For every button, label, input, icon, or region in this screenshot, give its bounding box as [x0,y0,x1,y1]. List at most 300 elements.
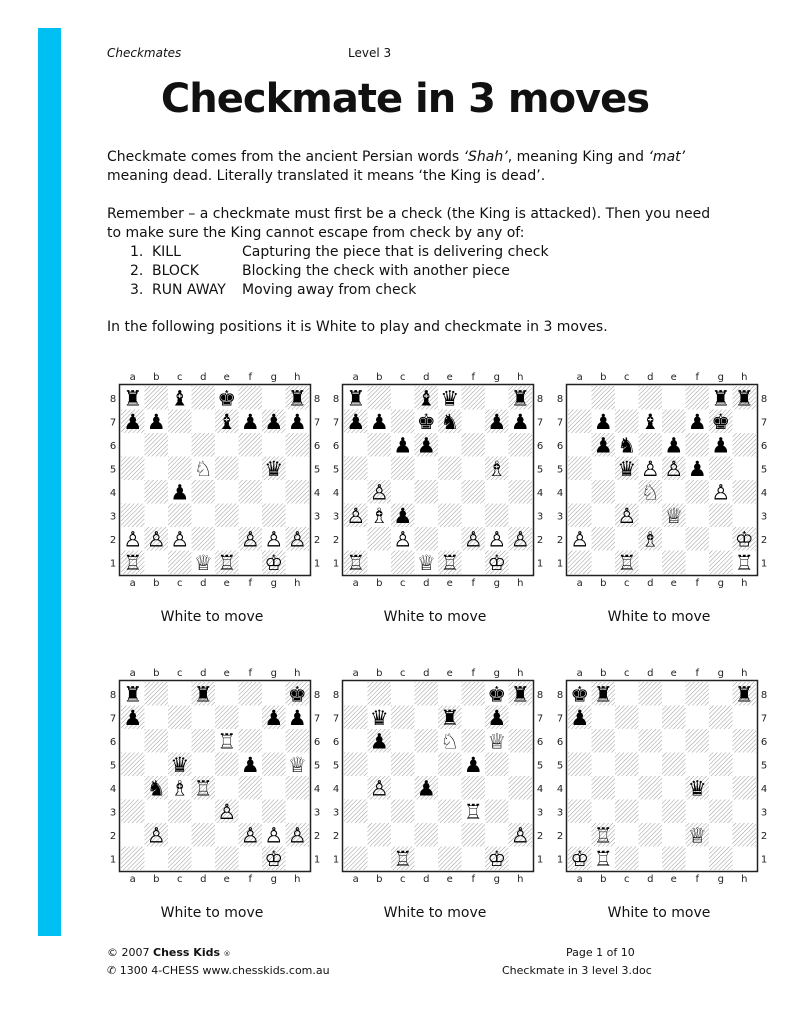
rank-label: 6 [109,440,117,452]
black-pawn-piece: ♟ [664,433,684,458]
file-label: g [717,372,724,383]
board-square [733,706,757,730]
file-label: g [717,874,724,885]
board-square [121,729,145,753]
rank-label: 2 [332,830,340,842]
board-square [262,386,286,410]
file-label: d [200,372,207,383]
rank-label: 4 [313,783,321,795]
board-square [615,386,639,410]
file-label: e [223,578,230,589]
white-pawn-piece: ♙ [346,503,366,528]
file-label: d [423,668,430,679]
rank-label: 1 [556,854,564,866]
board-square [262,753,286,777]
white-king-piece: ♔ [487,550,507,575]
rank-label: 1 [109,558,117,570]
board-square [592,706,616,730]
board-square [215,753,239,777]
black-pawn-piece: ♟ [463,752,483,777]
black-pawn-piece: ♟ [510,409,530,434]
board-square [485,504,509,528]
board-square [709,753,733,777]
board-square [686,729,710,753]
board-square [391,386,415,410]
white-bishop-piece: ♗ [640,527,660,552]
file-label: f [248,874,253,885]
file-label: h [294,668,301,679]
board-square [733,410,757,434]
board-square [215,433,239,457]
black-queen-piece: ♛ [617,456,637,481]
white-knight-piece: ♘ [640,480,660,505]
board-square [615,823,639,847]
file-label: e [223,668,230,679]
board-square [462,682,486,706]
white-rook-piece: ♖ [346,550,366,575]
board-square [509,433,533,457]
file-label: b [153,668,160,679]
board-square [733,753,757,777]
list-number: 3. [130,282,144,298]
board-svg [107,365,321,605]
board-square [592,729,616,753]
white-bishop-piece: ♗ [369,503,389,528]
file-label: e [446,874,453,885]
board-square [733,823,757,847]
board-square [615,480,639,504]
rank-label: 3 [313,807,321,819]
black-king-piece: ♚ [416,409,436,434]
file-label: g [493,372,500,383]
rank-label: 1 [332,854,340,866]
black-knight-piece: ♞ [440,409,460,434]
file-label: h [294,578,301,589]
black-rook-piece: ♜ [593,682,613,707]
board-square [168,847,192,871]
rank-label: 4 [332,487,340,499]
black-pawn-piece: ♟ [711,433,731,458]
rank-label: 2 [536,534,544,546]
white-pawn-piece: ♙ [123,527,143,552]
list-item [130,281,549,300]
rank-label: 5 [313,760,321,772]
chess-board [554,365,768,605]
board-square [192,480,216,504]
file-label: f [695,668,700,679]
board-square [709,527,733,551]
board-square [168,682,192,706]
board-svg [107,661,321,901]
rank-label: 2 [109,534,117,546]
white-bishop-piece: ♗ [170,776,190,801]
board-square [192,729,216,753]
footer-copyright [107,946,231,959]
file-label: a [576,578,583,589]
board-square [639,729,663,753]
black-rook-piece: ♜ [193,682,213,707]
rank-label: 1 [313,854,321,866]
board-square [662,682,686,706]
board-square [733,433,757,457]
white-pawn-piece: ♙ [264,527,284,552]
black-pawn-piece: ♟ [123,409,143,434]
board-square [391,753,415,777]
board-square [686,527,710,551]
board-square [192,847,216,871]
board-square [462,480,486,504]
rank-label: 8 [313,393,321,405]
instruction-paragraph: In the following positions it is White to play and checkmate in 3 moves. [107,319,608,335]
board-square [344,776,368,800]
white-queen-piece: ♕ [487,729,507,754]
black-pawn-piece: ♟ [416,776,436,801]
board-square [344,682,368,706]
white-pawn-piece: ♙ [664,456,684,481]
rank-label: 6 [556,736,564,748]
black-king-piece: ♚ [711,409,731,434]
rank-label: 3 [109,807,117,819]
rank-label: 3 [760,807,768,819]
board-square [615,729,639,753]
black-rook-piece: ♜ [711,386,731,411]
file-label: h [294,372,301,383]
board-square [662,527,686,551]
rank-label: 6 [332,736,340,748]
board-square [391,682,415,706]
board-square [262,480,286,504]
board-square [415,823,439,847]
board-square [485,386,509,410]
side-accent-bar [38,28,61,936]
board-square [568,776,592,800]
file-label: b [376,578,383,589]
board-square [286,480,310,504]
board-square [733,457,757,481]
white-knight-piece: ♘ [193,456,213,481]
file-label: c [400,668,406,679]
rank-label: 3 [760,511,768,523]
file-label: f [695,874,700,885]
file-label: d [647,668,654,679]
board-square [509,457,533,481]
board-square [145,682,169,706]
board-square [121,800,145,824]
white-rook-piece: ♖ [217,550,237,575]
board-caption: White to move [160,609,264,625]
list-number: 2. [130,263,144,279]
white-pawn-piece: ♙ [170,527,190,552]
rank-label: 1 [760,558,768,570]
board-square [239,706,263,730]
file-label: c [400,874,406,885]
white-rook-piece: ♖ [617,550,637,575]
black-pawn-piece: ♟ [170,480,190,505]
board-square [391,729,415,753]
rank-label: 1 [313,558,321,570]
file-label: b [153,372,160,383]
board-square [121,480,145,504]
black-bishop-piece: ♝ [217,409,237,434]
board-square [592,800,616,824]
word-mat: ‘mat’ [648,149,686,165]
board-square [709,729,733,753]
board-caption: White to move [160,905,264,921]
escape-methods-list [130,243,549,300]
file-label: c [400,372,406,383]
board-square [145,847,169,871]
black-pawn-piece: ♟ [687,456,707,481]
board-square [215,682,239,706]
board-square [368,386,392,410]
white-pawn-piece: ♙ [287,527,307,552]
board-square [615,527,639,551]
file-label: g [270,578,277,589]
board-square [462,706,486,730]
rank-label: 2 [556,534,564,546]
rank-label: 8 [536,393,544,405]
board-square [462,386,486,410]
rank-label: 7 [332,713,340,725]
chess-board [330,365,544,605]
board-square [438,800,462,824]
board-square [239,504,263,528]
board-square [709,800,733,824]
white-pawn-piece: ♙ [570,527,590,552]
board-square [168,433,192,457]
board-square [239,480,263,504]
black-pawn-piece: ♟ [593,433,613,458]
board-square [662,800,686,824]
board-square [239,457,263,481]
intro-text-c: meaning dead. Literally translated it means ‘the King is dead’. [107,168,546,184]
white-rook-piece: ♖ [463,799,483,824]
black-rook-piece: ♜ [287,386,307,411]
file-label: f [695,578,700,589]
file-label: h [741,668,748,679]
rank-label: 3 [556,511,564,523]
board-square [239,386,263,410]
board-square [192,410,216,434]
black-pawn-piece: ♟ [287,705,307,730]
board-square [568,551,592,575]
black-king-piece: ♚ [217,386,237,411]
board-square [145,480,169,504]
file-label: b [153,874,160,885]
rank-label: 8 [332,393,340,405]
rank-label: 7 [313,417,321,429]
file-label: g [717,668,724,679]
board-square [368,753,392,777]
board-square [121,776,145,800]
rank-label: 7 [760,417,768,429]
board-square [368,527,392,551]
board-square [509,706,533,730]
file-label: g [270,668,277,679]
black-knight-piece: ♞ [617,433,637,458]
board-square [509,753,533,777]
rank-label: 8 [332,689,340,701]
board-square [262,800,286,824]
file-label: a [129,372,136,383]
white-pawn-piece: ♙ [217,799,237,824]
board-square [391,776,415,800]
board-square [415,527,439,551]
board-square [462,457,486,481]
board-square [686,753,710,777]
board-square [262,433,286,457]
rank-label: 7 [536,417,544,429]
white-pawn-piece: ♙ [393,527,413,552]
board-square [286,847,310,871]
white-pawn-piece: ♙ [510,527,530,552]
board-square [639,776,663,800]
file-label: a [352,372,359,383]
rank-label: 1 [536,558,544,570]
rank-label: 1 [109,854,117,866]
file-label: e [446,372,453,383]
board-square [686,551,710,575]
rank-label: 7 [109,713,117,725]
board-square [192,504,216,528]
rank-label: 4 [109,487,117,499]
board-square [462,410,486,434]
board-square [639,682,663,706]
rank-label: 3 [332,807,340,819]
board-square [485,800,509,824]
rank-label: 5 [556,760,564,772]
board-square [168,729,192,753]
board-caption: White to move [383,609,487,625]
file-label: f [471,668,476,679]
file-label: e [670,578,677,589]
white-rook-piece: ♖ [193,776,213,801]
board-square [438,776,462,800]
file-label: a [352,874,359,885]
board-square [415,682,439,706]
rank-label: 5 [332,464,340,476]
board-square [239,433,263,457]
board-square [592,753,616,777]
file-label: a [352,668,359,679]
board-square [368,682,392,706]
white-pawn-piece: ♙ [240,823,260,848]
board-square [709,457,733,481]
file-label: g [493,874,500,885]
board-square [192,386,216,410]
rank-label: 5 [313,464,321,476]
page-title: Checkmate in 3 moves [160,76,650,122]
board-square [568,753,592,777]
board-square [121,457,145,481]
file-label: e [223,372,230,383]
black-rook-piece: ♜ [346,386,366,411]
file-label: a [576,668,583,679]
board-square [368,823,392,847]
rank-label: 6 [313,440,321,452]
board-square [286,551,310,575]
rank-label: 8 [760,393,768,405]
black-pawn-piece: ♟ [369,409,389,434]
black-rook-piece: ♜ [734,682,754,707]
file-label: c [177,668,183,679]
board-square [438,682,462,706]
board-square [121,823,145,847]
black-pawn-piece: ♟ [346,409,366,434]
rank-label: 8 [556,689,564,701]
rank-label: 3 [536,511,544,523]
file-label: c [177,578,183,589]
board-square [733,504,757,528]
rank-label: 2 [556,830,564,842]
file-label: g [270,372,277,383]
file-label: b [376,372,383,383]
board-square [462,504,486,528]
board-square [509,776,533,800]
file-label: h [741,874,748,885]
rank-label: 6 [536,736,544,748]
rank-label: 1 [760,854,768,866]
file-label: a [576,372,583,383]
board-square [662,480,686,504]
board-square [615,706,639,730]
white-pawn-piece: ♙ [287,823,307,848]
brand-name: Chess Kids [153,946,221,959]
board-square [368,847,392,871]
board-square [662,753,686,777]
white-rook-piece: ♖ [393,846,413,871]
board-square [568,480,592,504]
black-queen-piece: ♛ [170,752,190,777]
black-pawn-piece: ♟ [240,409,260,434]
board-square [568,504,592,528]
board-square [686,386,710,410]
board-square [615,800,639,824]
footer-doc-name: Checkmate in 3 level 3.doc [502,964,652,977]
board-square [286,433,310,457]
file-label: b [600,372,607,383]
rank-label: 8 [313,689,321,701]
rank-label: 6 [536,440,544,452]
board-square [145,433,169,457]
rank-label: 6 [760,736,768,748]
file-label: a [576,874,583,885]
board-square [662,551,686,575]
rank-label: 8 [556,393,564,405]
board-svg [330,365,544,605]
file-label: b [600,668,607,679]
white-king-piece: ♔ [264,550,284,575]
board-square [568,386,592,410]
board-square [145,706,169,730]
white-king-piece: ♔ [734,527,754,552]
board-square [592,480,616,504]
board-square [592,551,616,575]
white-rook-piece: ♖ [217,729,237,754]
board-square [262,682,286,706]
black-king-piece: ♚ [487,682,507,707]
rank-label: 2 [313,830,321,842]
white-pawn-piece: ♙ [146,823,166,848]
board-square [215,480,239,504]
board-square [121,753,145,777]
header-level: Level 3 [348,46,392,60]
board-square [438,527,462,551]
board-square [639,800,663,824]
board-square [462,776,486,800]
rank-label: 4 [760,487,768,499]
file-label: b [600,578,607,589]
